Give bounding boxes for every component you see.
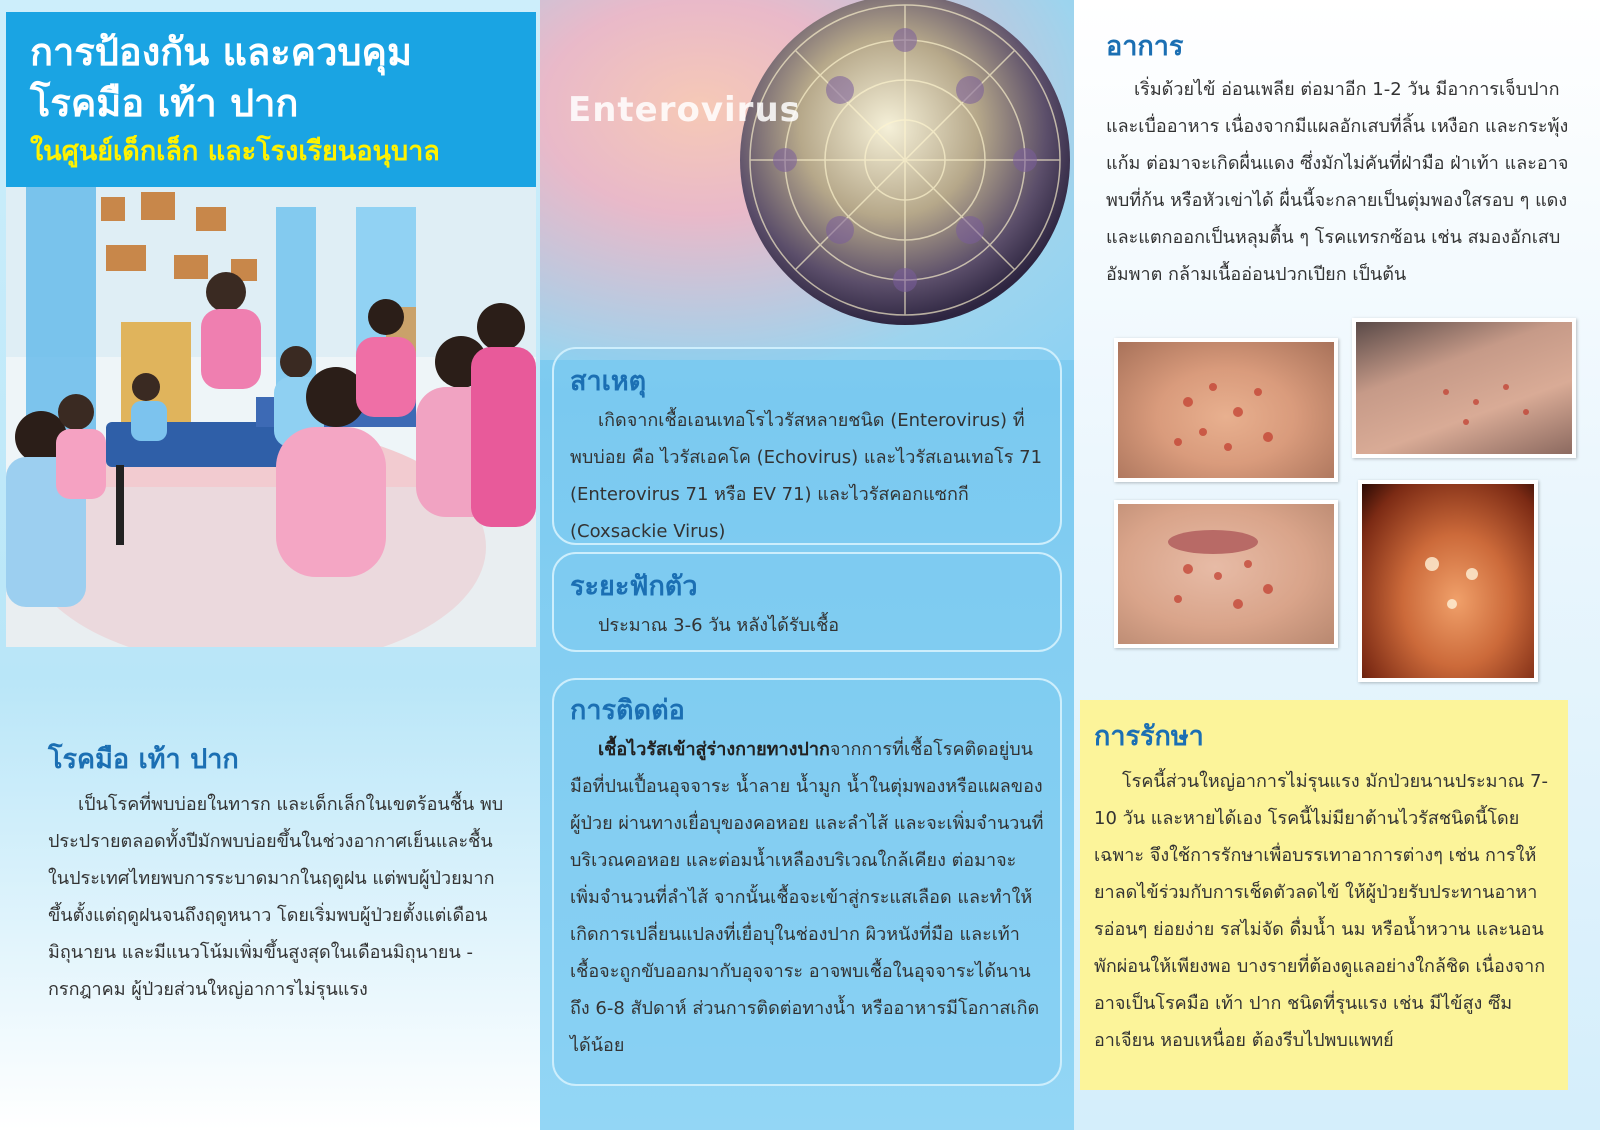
cause-heading: สาเหตุ [570,366,647,397]
mouth-lesion-illustration [1118,504,1334,644]
palm-rash-photo [1114,338,1338,482]
left-panel [0,0,540,1130]
intro-paragraph: เป็นโรคที่พบบ่อยในทารก และเด็กเล็กในเขตร้อนชื้น พบประปรายตลอดทั้งปีมักพบบ่อยขึ้นในช่วงอากาศเย็นและชื้น ในประเทศไทยพบการระบาดมากในฤดูฝน แต่พบผู้ป่วยมากขึ้นตั้งแต่ฤดูฝนจนถึงฤดูหนาว โดยเริ่มพบผู้ป่วยตั้งแต่เดือนมิถุนายน และมีแนวโน้มเพิ่มขึ้นสูงสุดในเดือนมิถุนายน - กรกฎาคม ผู้ป่วยส่วนใหญ่อาการไม่รุนแรง [48,794,504,1000]
treatment-box [1080,700,1568,1090]
symptom-section [1106,24,1576,293]
foot-rash-photo [1352,318,1576,458]
transmission-heading: การติดต่อ [570,695,685,726]
cause-paragraph: เกิดจากเชื้อเอนเทอโรไวรัสหลายชนิด (Enterovirus) ที่พบบ่อย คือ ไวรัสเอคโค (Echovirus) และไวรัสเอนเทอโร 71 (Enterovirus 71 หรือ EV 71) และไวรัสคอกแซกกี (Coxsackie Virus) [570,410,1043,542]
classroom-illustration [6,187,536,647]
enterovirus-illustration [540,0,1074,360]
middle-panel [540,0,1074,1130]
brochure-title-line2: โรคมือ เท้า ปาก [30,81,299,125]
intro-section [48,737,518,1008]
virus-label: Enterovirus [568,90,801,130]
intro-heading: โรคมือ เท้า ปาก [48,744,239,775]
treatment-heading: การรักษา [1094,721,1204,752]
incubation-box [552,552,1062,652]
brochure-subtitle: ในศูนย์เด็กเล็ก และโรงเรียนอนุบาล [30,136,440,167]
palm-rash-illustration [1118,342,1334,478]
symptom-heading: อาการ [1106,31,1184,62]
treatment-paragraph: โรคนี้ส่วนใหญ่อาการไม่รุนแรง มักป่วยนานประมาณ 7-10 วัน และหายได้เอง โรคนี้ไม่มียาต้านไวรัสชนิดนี้โดยเฉพาะ จึงใช้การรักษาเพื่อบรรเทาอาการต่างๆ เช่น การให้ยาลดไข้ร่วมกับการเช็ดตัวลดไข้ ให้ผู้ป่วยรับประทานอาหารอ่อนๆ ย่อยง่าย รสไม่จัด ดื่มน้ำ นม หรือน้ำหวาน และนอนพักผ่อนให้เพียงพอ บางรายที่ต้องดูแลอย่างใกล้ชิด เนื่องจากอาจเป็นโรคมือ เท้า ปาก ชนิดที่รุนแรง เช่น มีไข้สูง ซึม อาเจียน หอบเหนื่อย ต้องรีบไปพบแพทย์ [1094,771,1548,1051]
throat-ulcer-photo [1358,480,1538,682]
virus-image [540,0,1074,360]
transmission-lead: เชื้อไวรัสเข้าสู่ร่างกายทางปาก [598,739,830,760]
throat-ulcer-illustration [1362,484,1534,678]
incubation-heading: ระยะฟักตัว [570,571,698,602]
right-panel [1074,0,1600,1130]
foot-rash-illustration [1356,322,1572,454]
title-band [6,12,536,187]
transmission-box [552,678,1062,1086]
incubation-paragraph: ประมาณ 3-6 วัน หลังได้รับเชื้อ [598,615,840,636]
cause-box [552,347,1062,545]
transmission-paragraph [570,731,1044,1064]
symptom-paragraph: เริ่มด้วยไข้ อ่อนเพลีย ต่อมาอีก 1-2 วัน มีอาการเจ็บปาก และเบื่ออาหาร เนื่องจากมีแผลอักเสบที่ลิ้น เหงือก และกระพุ้งแก้ม ต่อมาจะเกิดผื่นแดง ซึ่งมักไม่คันที่ฝ่ามือ ฝ่าเท้า และอาจพบที่ก้น หรือหัวเข่าได้ ผื่นนี้จะกลายเป็นตุ่มพองใสรอบ ๆ แดง และแตกออกเป็นหลุมตื้น ๆ โรคแทรกซ้อน เช่น สมองอักเสบ อัมพาต กล้ามเนื้ออ่อนปวกเปียก เป็นต้น [1106,79,1569,285]
transmission-body: จากการที่เชื้อโรคติดอยู่บนมือที่ปนเปื้อนอุจจาระ น้ำลาย น้ำมูก น้ำในตุ่มพองหรือแผลของผู้ป่วย ผ่านทางเยื่อบุของคอหอย และลำไส้ และจะเพิ่มจำนวนที่บริเวณคอหอย และต่อมน้ำเหลืองบริเวณใกล้เคียง ต่อมาจะเพิ่มจำนวนที่ลำไส้ จากนั้นเชื้อจะเข้าสู่กระแสเลือด และทำให้เกิดการเปลี่ยนแปลงที่เยื่อบุในช่องปาก ผิวหนังที่มือ และเท้า เชื้อจะถูกขับออกมากับอุจจาระ อาจพบเชื้อในอุจจาระได้นานถึง 6-8 สัปดาห์ ส่วนการติดต่อทางน้ำ หรืออาหารมีโอกาสเกิดได้น้อย [570,739,1044,1056]
mouth-lesion-photo [1114,500,1338,648]
classroom-photo [6,187,536,647]
brochure-title-line1: การป้องกัน และควบคุม [30,30,413,74]
